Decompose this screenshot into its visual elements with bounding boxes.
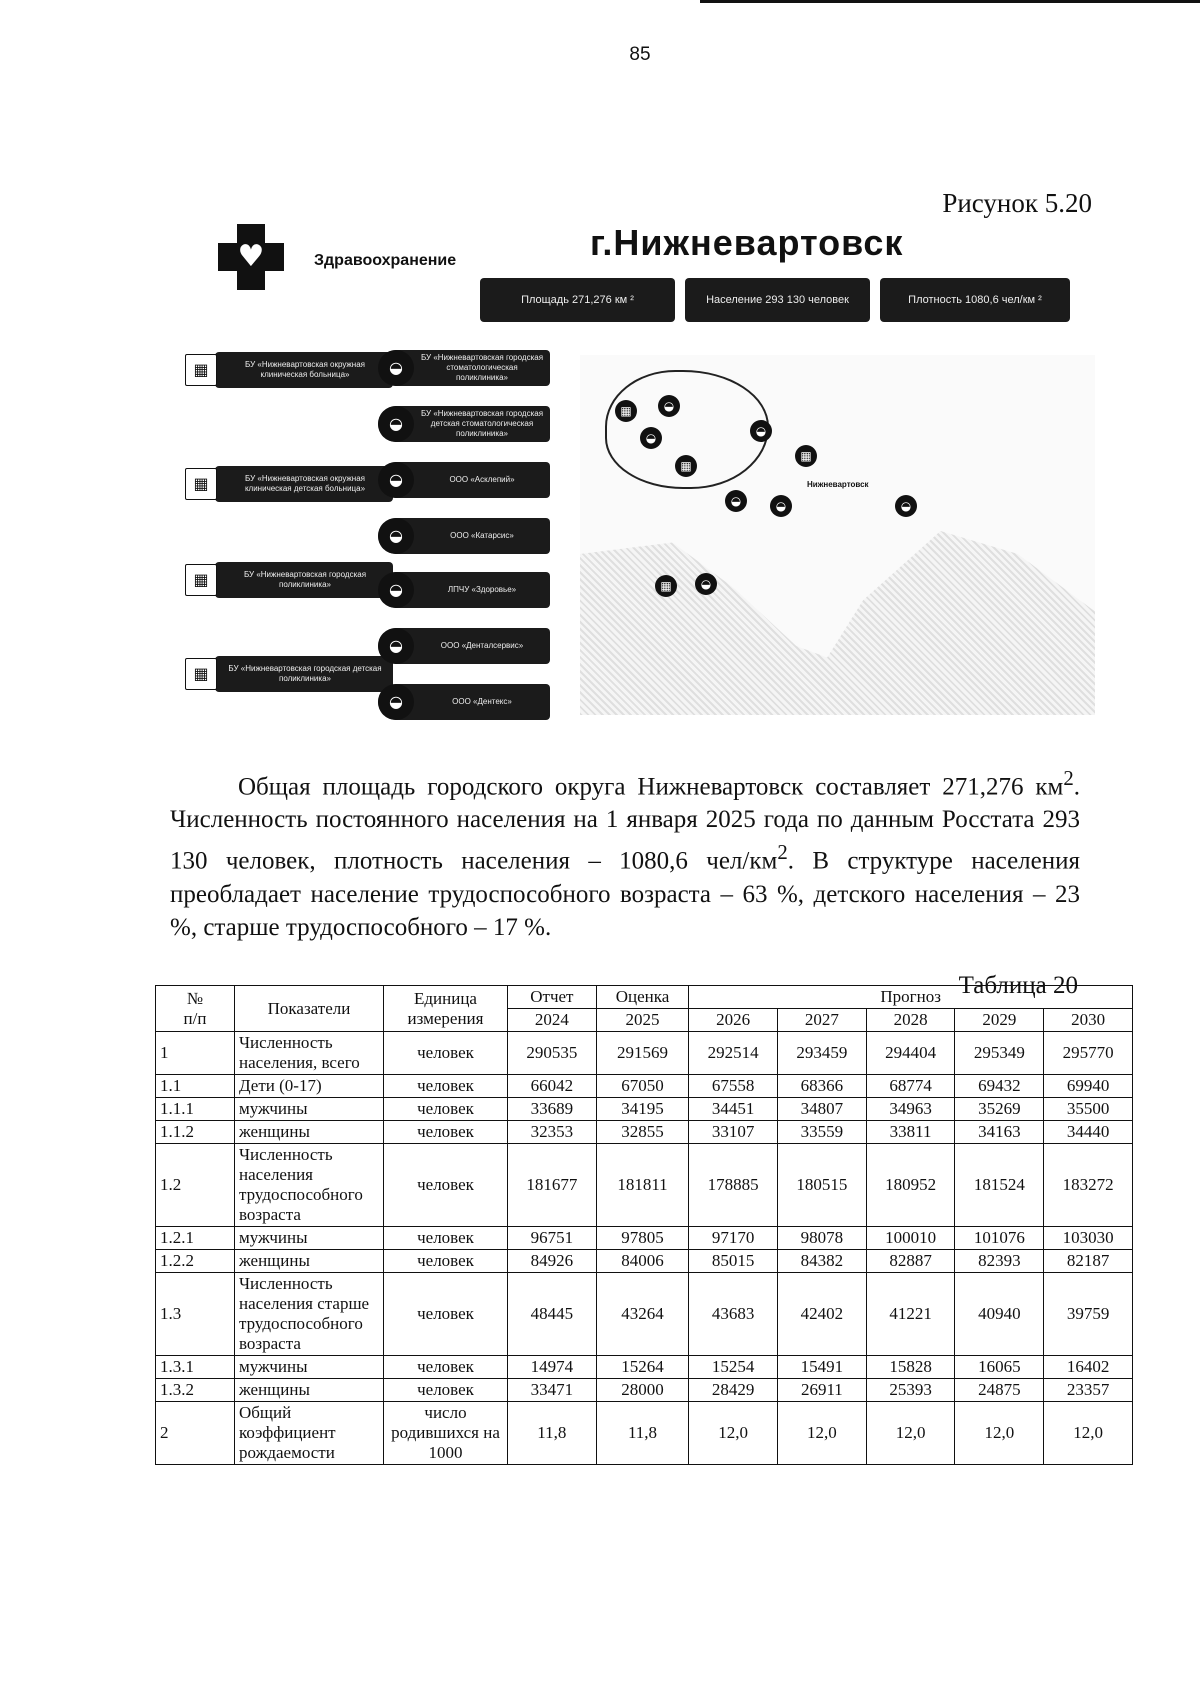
cell-indicator: Численность населения старше трудоспособного возраста: [235, 1273, 384, 1356]
cell-value: 35269: [955, 1098, 1044, 1121]
cell-value: 290535: [508, 1032, 597, 1075]
cell-value: 181811: [596, 1144, 689, 1227]
cell-unit: человек: [384, 1121, 508, 1144]
cell-value: 100010: [866, 1227, 955, 1250]
table-row: [156, 1032, 1133, 1075]
cell-indicator: мужчины: [235, 1098, 384, 1121]
cell-value: 294404: [866, 1032, 955, 1075]
stat-density: Плотность 1080,6 чел/км ²: [880, 278, 1070, 322]
cell-value: 14974: [508, 1356, 597, 1379]
cell-value: 43264: [596, 1273, 689, 1356]
cell-value: 34195: [596, 1098, 689, 1121]
cell-code: 1.3: [156, 1273, 235, 1356]
hospital-building-icon: ▦: [185, 564, 217, 596]
cell-code: 1: [156, 1032, 235, 1075]
cell-value: 97805: [596, 1227, 689, 1250]
table-row: [156, 1356, 1133, 1379]
tooth-icon: ◒: [378, 350, 414, 386]
header-year: 2030: [1044, 1009, 1133, 1032]
header-year: 2026: [689, 1009, 778, 1032]
cell-value: 293459: [778, 1032, 867, 1075]
cell-value: 28429: [689, 1379, 778, 1402]
cell-value: 35500: [1044, 1098, 1133, 1121]
cell-value: 82393: [955, 1250, 1044, 1273]
heart-icon: ♥: [237, 239, 265, 274]
facility-hospital: ▦ БУ «Нижневартовская городская детская поликлиника»: [215, 656, 393, 692]
cell-value: 69432: [955, 1075, 1044, 1098]
cell-value: 97170: [689, 1227, 778, 1250]
logo-text: Здравоохранение: [314, 252, 457, 269]
header-year: 2029: [955, 1009, 1044, 1032]
cell-value: 98078: [778, 1227, 867, 1250]
hospital-building-icon: ▦: [185, 658, 217, 690]
cell-value: 33107: [689, 1121, 778, 1144]
cell-value: 15264: [596, 1356, 689, 1379]
cell-value: 15828: [866, 1356, 955, 1379]
tooth-icon: ◒: [378, 406, 414, 442]
cell-indicator: женщины: [235, 1379, 384, 1402]
cell-indicator: женщины: [235, 1121, 384, 1144]
facility-dental: ◒ ООО «Асклепий»: [378, 462, 550, 498]
map-terrain: [580, 485, 1095, 715]
header-year: 2027: [778, 1009, 867, 1032]
cell-value: 16065: [955, 1356, 1044, 1379]
cell-unit: человек: [384, 1075, 508, 1098]
medical-cross-logo-icon: [218, 224, 284, 290]
facility-dental: ◒ ООО «Катарсис»: [378, 518, 550, 554]
cell-value: 84926: [508, 1250, 597, 1273]
cell-value: 34963: [866, 1098, 955, 1121]
cell-unit: человек: [384, 1144, 508, 1227]
cell-value: 67558: [689, 1075, 778, 1098]
cell-value: 33559: [778, 1121, 867, 1144]
header-report: Отчет: [508, 986, 597, 1009]
cell-value: 33811: [866, 1121, 955, 1144]
cell-value: 34451: [689, 1098, 778, 1121]
cell-value: 183272: [1044, 1144, 1133, 1227]
table-header-row: [156, 986, 1133, 1009]
cell-value: 178885: [689, 1144, 778, 1227]
tooth-marker-icon: ◒: [695, 573, 717, 595]
cell-value: 291569: [596, 1032, 689, 1075]
top-rule: [700, 0, 1200, 3]
header-estimate: Оценка: [596, 986, 689, 1009]
tooth-icon: ◒: [378, 572, 414, 608]
cell-indicator: женщины: [235, 1250, 384, 1273]
facility-dental: ◒ ЛПЧУ «Здоровье»: [378, 572, 550, 608]
cell-value: 180515: [778, 1144, 867, 1227]
cell-value: 84006: [596, 1250, 689, 1273]
cell-value: 11,8: [508, 1402, 597, 1465]
hospital-marker-icon: ▦: [655, 575, 677, 597]
cell-value: 41221: [866, 1273, 955, 1356]
cell-unit: число родившихся на 1000: [384, 1402, 508, 1465]
hospital-marker-icon: ▦: [795, 445, 817, 467]
cell-indicator: Численность населения трудоспособного возраста: [235, 1144, 384, 1227]
cell-value: 103030: [1044, 1227, 1133, 1250]
cell-value: 15491: [778, 1356, 867, 1379]
header-unit: Единица измерения: [384, 986, 508, 1032]
cell-value: 181677: [508, 1144, 597, 1227]
cell-value: 39759: [1044, 1273, 1133, 1356]
table-row: [156, 1075, 1133, 1098]
tooth-icon: ◒: [378, 628, 414, 664]
cell-value: 68366: [778, 1075, 867, 1098]
cell-value: 11,8: [596, 1402, 689, 1465]
cell-value: 15254: [689, 1356, 778, 1379]
tooth-icon: ◒: [378, 518, 414, 554]
cell-indicator: мужчины: [235, 1227, 384, 1250]
hospital-marker-icon: ▦: [615, 400, 637, 422]
cell-code: 1.1.2: [156, 1121, 235, 1144]
cell-code: 1.3.2: [156, 1379, 235, 1402]
tooth-marker-icon: ◒: [750, 420, 772, 442]
city-title: г.Нижневартовск: [590, 222, 904, 263]
stat-area: Площадь 271,276 км ²: [480, 278, 675, 322]
header-year: 2024: [508, 1009, 597, 1032]
cell-code: 2: [156, 1402, 235, 1465]
facility-hospital: ▦ БУ «Нижневартовская окружная клиническая больница»: [215, 352, 393, 388]
table-row: [156, 1121, 1133, 1144]
facility-hospital: ▦ БУ «Нижневартовская окружная клиническая детская больница»: [215, 466, 393, 502]
cell-value: 180952: [866, 1144, 955, 1227]
cell-value: 181524: [955, 1144, 1044, 1227]
cell-value: 34807: [778, 1098, 867, 1121]
infographic: [180, 210, 1110, 730]
tooth-marker-icon: ◒: [770, 495, 792, 517]
city-map: [580, 355, 1095, 715]
facility-hospital: ▦ БУ «Нижневартовская городская поликлиника»: [215, 562, 393, 598]
table-row: [156, 1402, 1133, 1465]
cell-value: 34163: [955, 1121, 1044, 1144]
tooth-icon: ◒: [378, 684, 414, 720]
header-forecast: Прогноз: [689, 986, 1133, 1009]
cell-value: 67050: [596, 1075, 689, 1098]
header-year: 2025: [596, 1009, 689, 1032]
table-row: [156, 1227, 1133, 1250]
cell-value: 101076: [955, 1227, 1044, 1250]
page-number: 85: [629, 44, 651, 65]
cell-code: 1.2.2: [156, 1250, 235, 1273]
table-row: [156, 1273, 1133, 1356]
cell-value: 33471: [508, 1379, 597, 1402]
hospital-marker-icon: ▦: [675, 455, 697, 477]
cell-value: 33689: [508, 1098, 597, 1121]
cell-code: 1.2.1: [156, 1227, 235, 1250]
cell-value: 34440: [1044, 1121, 1133, 1144]
cell-unit: человек: [384, 1356, 508, 1379]
cell-value: 12,0: [866, 1402, 955, 1465]
cell-value: 12,0: [1044, 1402, 1133, 1465]
cell-code: 1.1.1: [156, 1098, 235, 1121]
header-year: 2028: [866, 1009, 955, 1032]
cell-unit: человек: [384, 1379, 508, 1402]
cell-unit: человек: [384, 1098, 508, 1121]
cell-value: 84382: [778, 1250, 867, 1273]
cell-code: 1.1: [156, 1075, 235, 1098]
facility-dental: ◒ БУ «Нижневартовская городская стоматологическая поликлиника»: [378, 350, 550, 386]
cell-value: 24875: [955, 1379, 1044, 1402]
tooth-marker-icon: ◒: [895, 495, 917, 517]
cell-value: 82887: [866, 1250, 955, 1273]
tooth-icon: ◒: [378, 462, 414, 498]
table-row: [156, 1379, 1133, 1402]
cell-value: 23357: [1044, 1379, 1133, 1402]
cell-value: 43683: [689, 1273, 778, 1356]
table-row: [156, 1098, 1133, 1121]
cell-value: 32855: [596, 1121, 689, 1144]
cell-value: 295770: [1044, 1032, 1133, 1075]
cell-value: 26911: [778, 1379, 867, 1402]
hospital-building-icon: ▦: [185, 468, 217, 500]
cell-code: 1.2: [156, 1144, 235, 1227]
tooth-marker-icon: ◒: [658, 395, 680, 417]
cell-indicator: Численность населения, всего: [235, 1032, 384, 1075]
table-row: [156, 1144, 1133, 1227]
cell-value: 12,0: [778, 1402, 867, 1465]
body-paragraph: Общая площадь городского округа Нижневартовск составляет 271,276 $км^2$. Численность постоянного населения на 1 января 2025 года по данным Росстата 293 130 человек, плотность населения – 1080,6 чел/$км^2$. В структуре населения преобладает население трудоспособного возраста – 63 %, детского населения – 23 %, старше трудоспособного – 17 %.: [170, 766, 1081, 941]
figure-caption: Рисунок 5.20: [942, 188, 1092, 218]
cell-value: 85015: [689, 1250, 778, 1273]
facility-dental: ◒ ООО «Денталсервис»: [378, 628, 550, 664]
cell-value: 295349: [955, 1032, 1044, 1075]
cell-value: 40940: [955, 1273, 1044, 1356]
cell-unit: человек: [384, 1273, 508, 1356]
tooth-marker-icon: ◒: [725, 490, 747, 512]
cell-value: 48445: [508, 1273, 597, 1356]
cell-value: 68774: [866, 1075, 955, 1098]
cell-value: 12,0: [689, 1402, 778, 1465]
cell-unit: человек: [384, 1250, 508, 1273]
cell-unit: человек: [384, 1032, 508, 1075]
cell-indicator: мужчины: [235, 1356, 384, 1379]
cell-indicator: Общий коэффициент рождаемости: [235, 1402, 384, 1465]
cell-value: 66042: [508, 1075, 597, 1098]
cell-value: 16402: [1044, 1356, 1133, 1379]
hospital-building-icon: ▦: [185, 354, 217, 386]
map-city-label: Нижневартовск: [807, 480, 869, 489]
tooth-marker-icon: ◒: [640, 427, 662, 449]
cell-indicator: Дети (0-17): [235, 1075, 384, 1098]
cell-value: 12,0: [955, 1402, 1044, 1465]
facility-dental: ◒ ООО «Дентекс»: [378, 684, 550, 720]
cell-unit: человек: [384, 1227, 508, 1250]
population-table: [155, 985, 1133, 1465]
cell-value: 82187: [1044, 1250, 1133, 1273]
stat-population: Население 293 130 человек: [685, 278, 870, 322]
cell-value: 69940: [1044, 1075, 1133, 1098]
cell-value: 25393: [866, 1379, 955, 1402]
table-body: [156, 1032, 1133, 1465]
cell-value: 32353: [508, 1121, 597, 1144]
cell-value: 96751: [508, 1227, 597, 1250]
table-row: [156, 1250, 1133, 1273]
cell-code: 1.3.1: [156, 1356, 235, 1379]
facility-dental: ◒ БУ «Нижневартовская городская детская стоматологическая поликлиника»: [378, 406, 550, 442]
header-number: № п/п: [156, 986, 235, 1032]
cell-value: 42402: [778, 1273, 867, 1356]
header-indicator: Показатели: [235, 986, 384, 1032]
cell-value: 292514: [689, 1032, 778, 1075]
table-caption: Таблица 20: [958, 972, 1078, 999]
cell-value: 28000: [596, 1379, 689, 1402]
